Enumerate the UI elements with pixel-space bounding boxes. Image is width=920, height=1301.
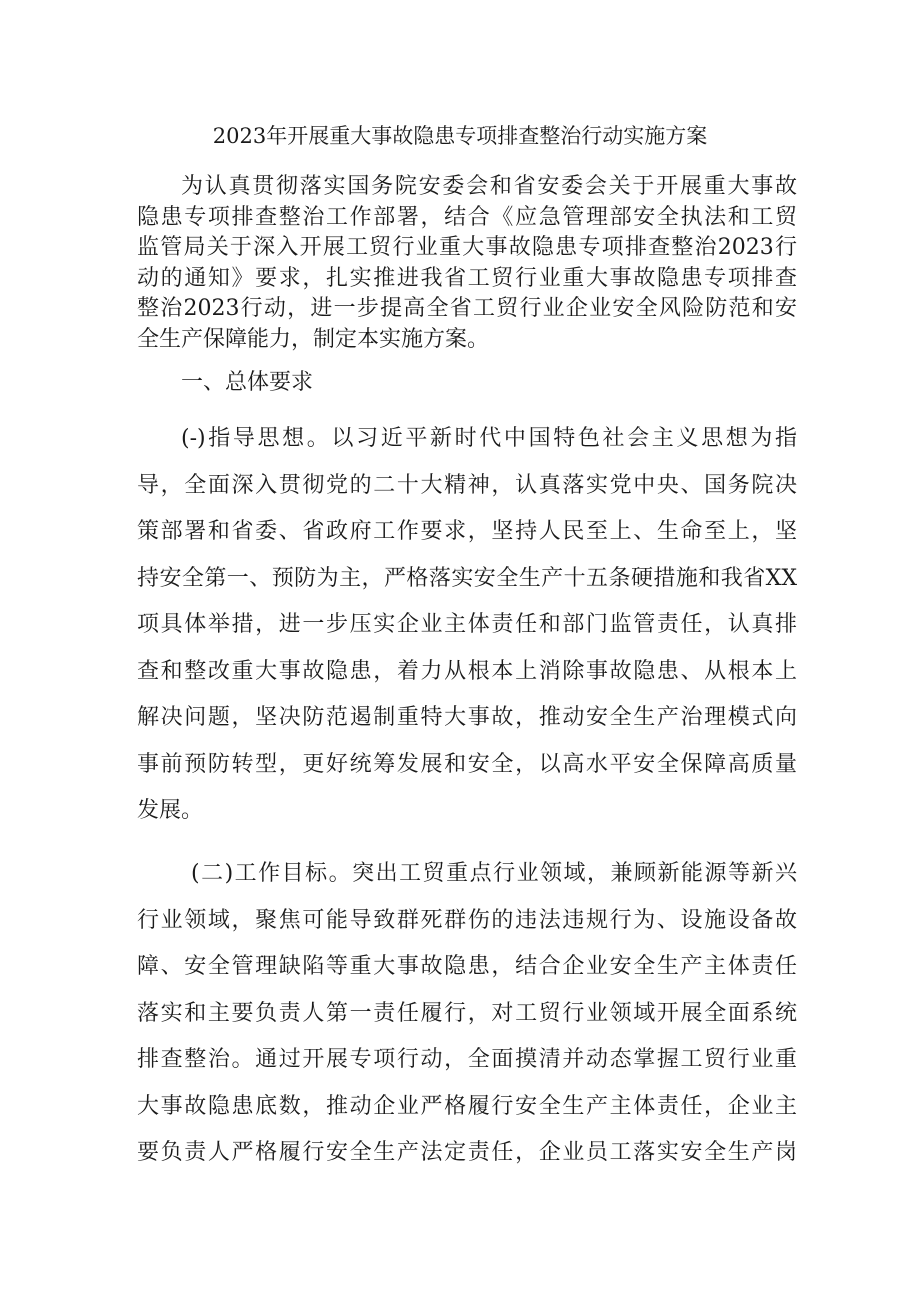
intro-paragraph	[137, 172, 797, 355]
intro-line: 全生产保障能力，制定本实施方案。	[137, 326, 490, 352]
paragraph-line: 排查整治。通过开展专项行动，全面摸清并动态掌握工贸行业重	[137, 1047, 797, 1072]
intro-line: 动的通知》要求，扎实推进我省工贸行业重大事故隐患专项排查	[137, 265, 797, 291]
paragraph-line: 策部署和省委、省政府工作要求，坚持人民至上、生命至上，坚	[137, 519, 797, 544]
paragraph-line: 导，全面深入贯彻党的二十大精神，认真落实党中央、国务院决	[137, 472, 797, 498]
paragraph-line: 持安全第一、预防为主，严格落实安全生产十五条硬措施和我省XX	[137, 565, 797, 591]
paragraph-line: 查和整改重大事故隐患，着力从根本上消除事故隐患、从根本上	[137, 658, 797, 684]
document-title: 2023年开展重大事故隐患专项排查整治行动实施方案	[212, 124, 708, 148]
paragraph-line: (-)指导思想。以习近平新时代中国特色社会主义思想为指	[181, 426, 797, 451]
paragraph-line: 要负责人严格履行安全生产法定责任，企业员工落实安全生产岗	[137, 1140, 797, 1165]
paragraph-line: 大事故隐患底数，推动企业严格履行安全生产主体责任，企业主	[137, 1093, 797, 1119]
paragraph-line: 项具体举措，进一步压实企业主体责任和部门监管责任，认真排	[137, 612, 797, 637]
intro-line: 整治2023行动，进一步提高全省工贸行业企业安全风险防范和安	[137, 296, 797, 321]
intro-line: 为认真贯彻落实国务院安委会和省安委会关于开展重大事故	[181, 174, 797, 199]
work-goal-paragraph	[137, 851, 797, 1177]
paragraph-line: (二)工作目标。突出工贸重点行业领域，兼顾新能源等新兴	[191, 861, 797, 886]
paragraph-line: 解决问题，坚决防范遏制重特大事故，推动安全生产治理模式向	[137, 705, 797, 730]
paragraph-line: 障、安全管理缺陷等重大事故隐患，结合企业安全生产主体责任	[137, 954, 797, 979]
paragraph-line: 发展。	[137, 798, 204, 823]
section-heading: 一、总体要求	[181, 370, 314, 395]
paragraph-line: 行业领域，聚焦可能导致群死群伤的违法违规行为、设施设备故	[137, 907, 797, 933]
paragraph-line: 事前预防转型，更好统筹发展和安全，以高水平安全保障高质量	[137, 751, 797, 777]
intro-line: 隐患专项排查整治工作部署，结合《应急管理部安全执法和工贸	[137, 204, 797, 230]
guiding-thought-paragraph	[137, 416, 797, 835]
paragraph-line: 落实和主要负责人第一责任履行，对工贸行业领域开展全面系统	[137, 1000, 797, 1026]
intro-line: 监管局关于深入开展工贸行业重大事故隐患专项排查整治2023行	[137, 235, 797, 260]
